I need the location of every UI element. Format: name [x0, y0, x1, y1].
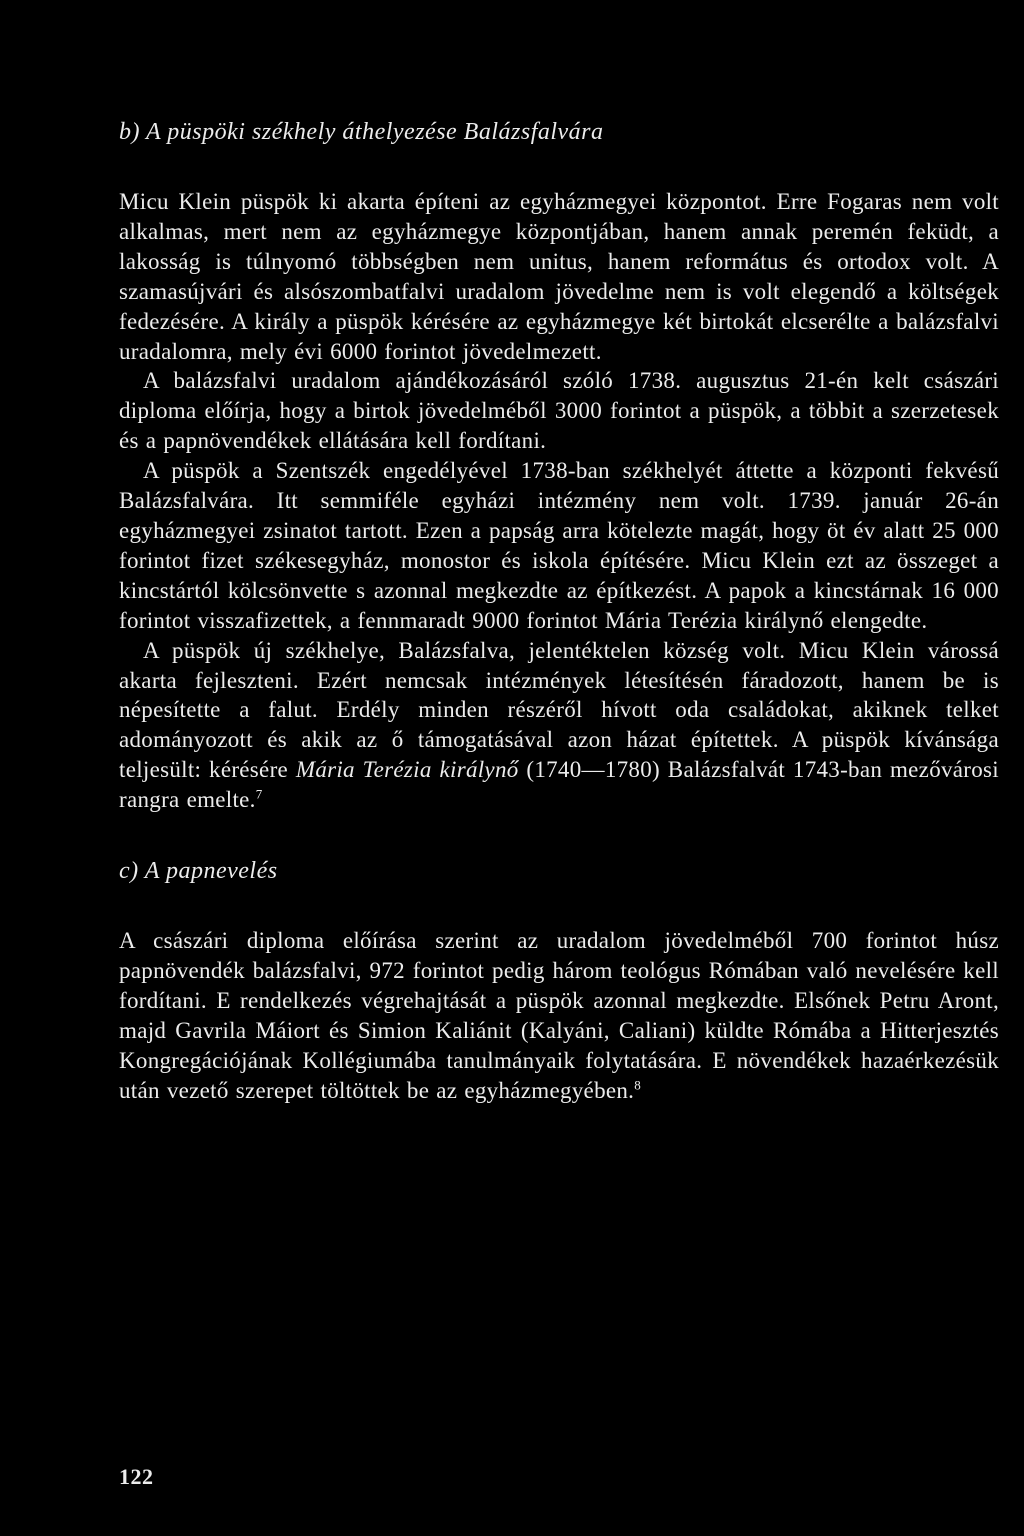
body-paragraph: A püspök a Szentszék engedélyével 1738-ban székhelyét áttette a központi fekvésű Balázsfalvára. Itt semmiféle egyházi intézmény nem volt. 1739. január 26-án egyházmegyei zsinatot tartott. Ezen a papság arra kötelezte magát, hogy öt év alatt 25 000 forintot fizet székesegyház, monostor és iskola építésére. Micu Klein ezt az összeget a kincstártól kölcsönvette s azonnal megkezdte az építkezést. A papok a kincstárnak 16 000 forintot visszafizettek, a fennmaradt 9000 forintot Mária Terézia királynő elengedte.: [119, 458, 999, 633]
body-paragraph: A balázsfalvi uradalom ajándékozásáról szóló 1738. augusztus 21-én kelt császári diploma előírja, hogy a birtok jövedelméből 3000 forintot a püspök, a többit a szerzetesek és a papnövendékek ellátására kell fordítani.: [119, 368, 999, 454]
body-paragraph: [119, 926, 999, 1105]
body-paragraph: [119, 636, 999, 815]
section-c-heading: c) A papnevelés: [119, 858, 278, 885]
italic-name: Mária Terézia királynő: [295, 757, 519, 783]
page-number: 122: [119, 1464, 154, 1489]
footnote-marker: 7: [255, 786, 263, 802]
page-content: [119, 100, 999, 1105]
paragraph-text: A császári diploma előírása szerint az uradalom jövedelméből 700 forintot húsz papnövendék balázsfalvi, 972 forintot pedig három teológus Rómában való nevelésére kell fordítani. E rendelkezés végrehajtását a püspök azonnal megkezdte. Elsőnek Petru Aront, majd Gavrila Máiort és Simion Kaliánit (Kalyáni, Caliani) küldte Rómába a Hitterjesztés Kongregációjának Kollégiumába tanulmányaik folytatására. E növendékek hazaérkezésük után vezető szerepet töltöttek be az egyházmegyében.: [119, 928, 999, 1103]
paragraph-text: A püspök új székhelye, Balázsfalva, jelentéktelen község volt. Micu Klein várossá akarta fejleszteni. Ezért nemcsak intézmények létesítésén fáradozott, hanem be is népesítette a falut. Erdély minden részéről hívott oda családokat, akiknek telket adományozott és akik az ő támogatásával azon házat építettek. A püspök kívánsága teljesült: kérésére: [119, 637, 999, 783]
section-b-heading: b) A püspöki székhely áthelyezése Balázsfalvára: [119, 119, 604, 145]
footnote-marker: 8: [634, 1076, 642, 1092]
paragraph-text: (1740—1780) Balázsfalvát 1743-ban mezővárosi rangra emelte.: [119, 757, 999, 813]
body-paragraph: Micu Klein püspök ki akarta építeni az egyházmegyei központot. Erre Fogaras nem volt alkalmas, mert nem az egyházmegye központjában, hanem annak peremén feküdt, a lakosság is túlnyomó többségben nem unitus, hanem református és ortodox volt. A szamasújvári és alsószombatfalvi uradalom jövedelme nem is volt elegendő a költségek fedezésére. A király a püspök kérésére az egyházmegye két birtokát elcserélte a balázsfalvi uradalomra, mely évi 6000 forintot jövedelmezett.: [119, 189, 999, 364]
